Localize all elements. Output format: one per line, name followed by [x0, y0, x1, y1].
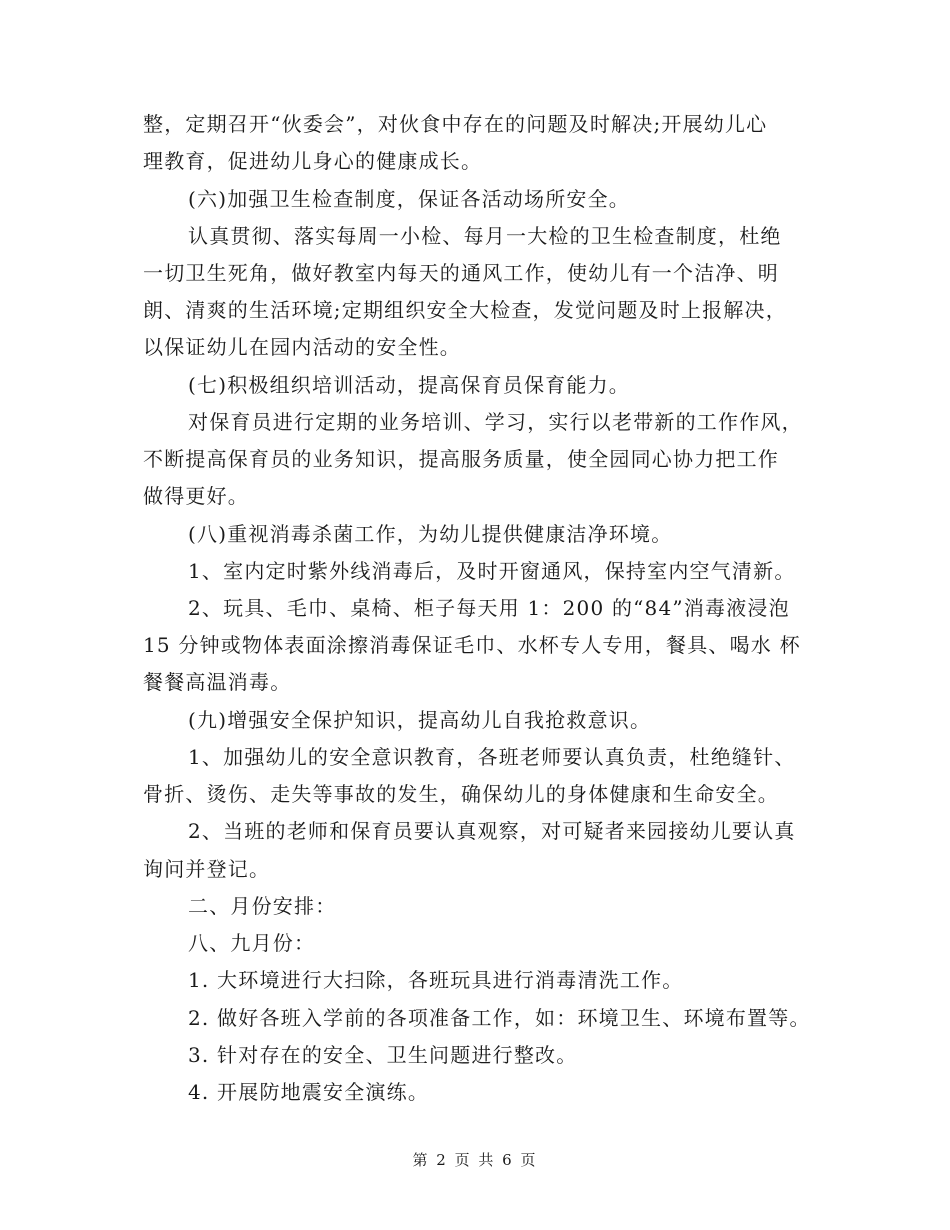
- text-line: 理教育，促进幼儿身心的健康成长。: [143, 149, 483, 173]
- page-number-footer: 第 2 页 共 6 页: [412, 1151, 538, 1169]
- text-line: 对保育员进行定期的业务培训、学习，实行以老带新的工作作风，: [188, 410, 803, 434]
- text-line: 一切卫生死角，做好教室内每天的通风工作，使幼儿有一个洁净、明: [143, 261, 779, 285]
- section-heading: (八)重视消毒杀菌工作，为幼儿提供健康洁净环境。: [188, 522, 673, 546]
- text-line: 15 分钟或物体表面涂擦消毒保证毛巾、水杯专人专用，餐具、喝水 杯: [143, 633, 801, 657]
- list-item: 4. 开展防地震安全演练。: [188, 1080, 430, 1104]
- subsection-heading: 八、九月份：: [188, 931, 316, 955]
- list-item: 1、加强幼儿的安全意识教育，各班老师要认真负责，杜绝缝针、: [188, 745, 796, 769]
- text-line: 朗、清爽的生活环境;定期组织安全大检查，发觉问题及时上报解决，: [143, 298, 787, 322]
- section-heading: 二、月份安排：: [188, 894, 337, 918]
- text-line: 询问并登记。: [143, 857, 271, 881]
- list-item: 1、室内定时紫外线消毒后，及时开窗通风，保持室内空气清新。: [188, 559, 796, 583]
- text-line: 做得更好。: [143, 484, 249, 508]
- text-line: 认真贯彻、落实每周一小检、每月一大检的卫生检查制度，杜绝: [188, 224, 782, 248]
- list-item: 1. 大环境进行大扫除，各班玩具进行消毒清洗工作。: [188, 968, 684, 992]
- text-line: 餐餐高温消毒。: [143, 670, 292, 694]
- list-item: 2. 做好各班入学前的各项准备工作，如：环境卫生、环境布置等。: [188, 1006, 811, 1030]
- list-item: 3. 针对存在的安全、卫生问题进行整改。: [188, 1043, 578, 1067]
- text-line: 不断提高保育员的业务知识，提高服务质量，使全园同心协力把工作: [143, 447, 779, 471]
- section-heading: (九)增强安全保护知识，提高幼儿自我抢救意识。: [188, 708, 652, 732]
- section-heading: (六)加强卫生检查制度，保证各活动场所安全。: [188, 187, 631, 211]
- list-item: 2、玩具、毛巾、桌椅、柜子每天用 1：200 的“84”消毒液浸泡: [188, 596, 790, 620]
- text-line: 骨折、烫伤、走失等事故的发生，确保幼儿的身体健康和生命安全。: [143, 782, 779, 806]
- text-line: 整，定期召开“伙委会”，对伙食中存在的问题及时解决;开展幼儿心: [143, 112, 768, 136]
- section-heading: (七)积极组织培训活动，提高保育员保育能力。: [188, 373, 631, 397]
- list-item: 2、当班的老师和保育员要认真观察，对可疑者来园接幼儿要认真: [188, 819, 796, 843]
- text-line: 以保证幼儿在园内活动的安全性。: [143, 335, 461, 359]
